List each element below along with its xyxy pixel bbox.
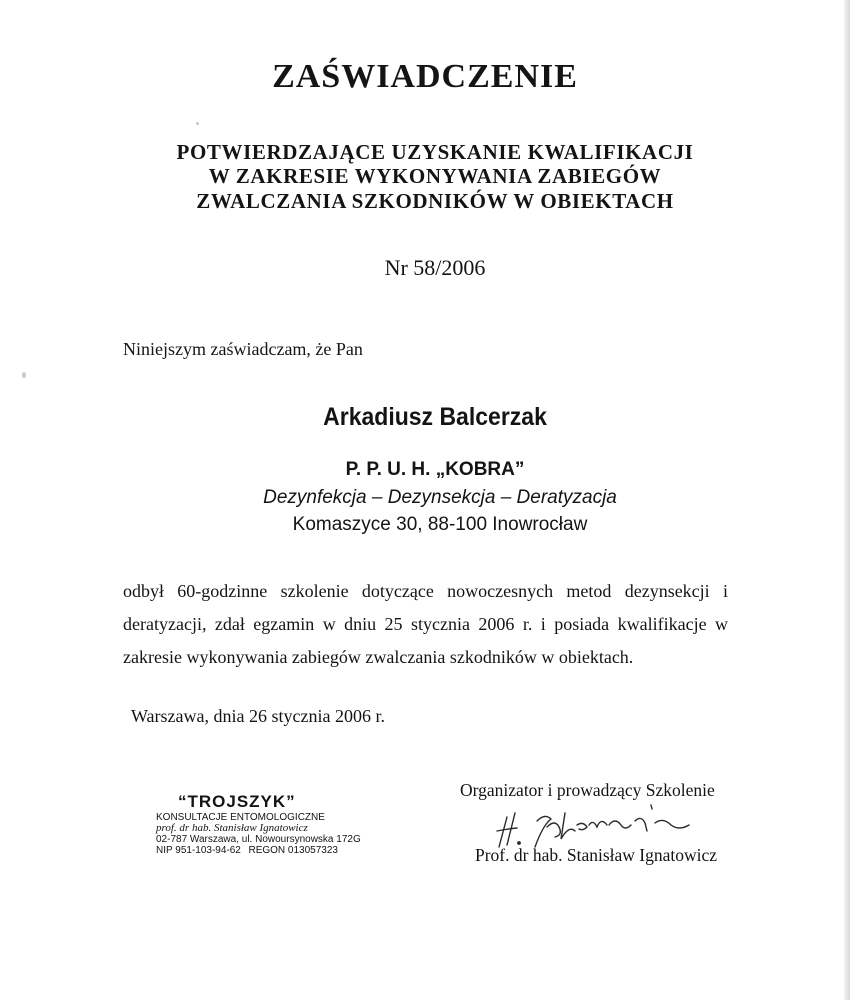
scan-speck	[196, 122, 199, 125]
company-activities: Dezynfekcja – Dezynsekcja – Deratyzacja	[263, 487, 617, 508]
organizer-name: Prof. dr hab. Stanisław Ignatowicz	[475, 845, 718, 865]
body-text-line: odbył 60-godzinne szkolenie dotyczące nowoczesnych metod dezynsekcji i	[123, 581, 728, 601]
stamp-nip: NIP 951-103-94-62	[156, 845, 241, 856]
certificate-number: Nr 58/2006	[384, 255, 486, 280]
organizer-label: Organizator i prowadzący Szkolenie	[460, 780, 715, 800]
subtitle-line-3: ZWALCZANIA SZKODNIKÓW W OBIEKTACH	[196, 189, 674, 213]
intro-text: Niniejszym zaświadczam, że Pan	[123, 339, 363, 359]
recipient-name: Arkadiusz Balcerzak	[323, 403, 547, 431]
body-text-line: zakresie wykonywania zabiegów zwalczania szkodników w obiektach.	[123, 647, 634, 667]
stamp-regon: REGON 013057323	[248, 845, 338, 856]
subtitle-line-2: W ZAKRESIE WYKONYWANIA ZABIEGÓW	[208, 164, 662, 188]
organization-stamp	[150, 792, 380, 856]
scan-speck	[22, 372, 26, 378]
subtitle-line-1: POTWIERDZAJĄCE UZYSKANIE KWALIFIKACJI	[176, 140, 694, 164]
stamp-line: prof. dr hab. Stanisław Ignatowicz	[156, 822, 308, 834]
stamp-line: 02-787 Warszawa, ul. Nowoursynowska 172G	[156, 834, 361, 845]
body-text-line: deratyzacji, zdał egzamin w dniu 25 stycznia 2006 r. i posiada kwalifikacje w	[123, 614, 728, 634]
certificate-title: ZAŚWIADCZENIE	[272, 58, 578, 95]
page-edge-shadow	[844, 0, 850, 1000]
company-address: Komaszyce 30, 88-100 Inowrocław	[292, 514, 588, 535]
stamp-line: KONSULTACJE ENTOMOLOGICZNE	[156, 812, 325, 823]
recipient-company: P. P. U. H. „KOBRA”	[345, 459, 525, 480]
stamp-organization-name: “TROJSZYK”	[178, 792, 296, 811]
stamp-registration-row	[156, 845, 338, 856]
place-and-date: Warszawa, dnia 26 stycznia 2006 r.	[131, 706, 385, 726]
